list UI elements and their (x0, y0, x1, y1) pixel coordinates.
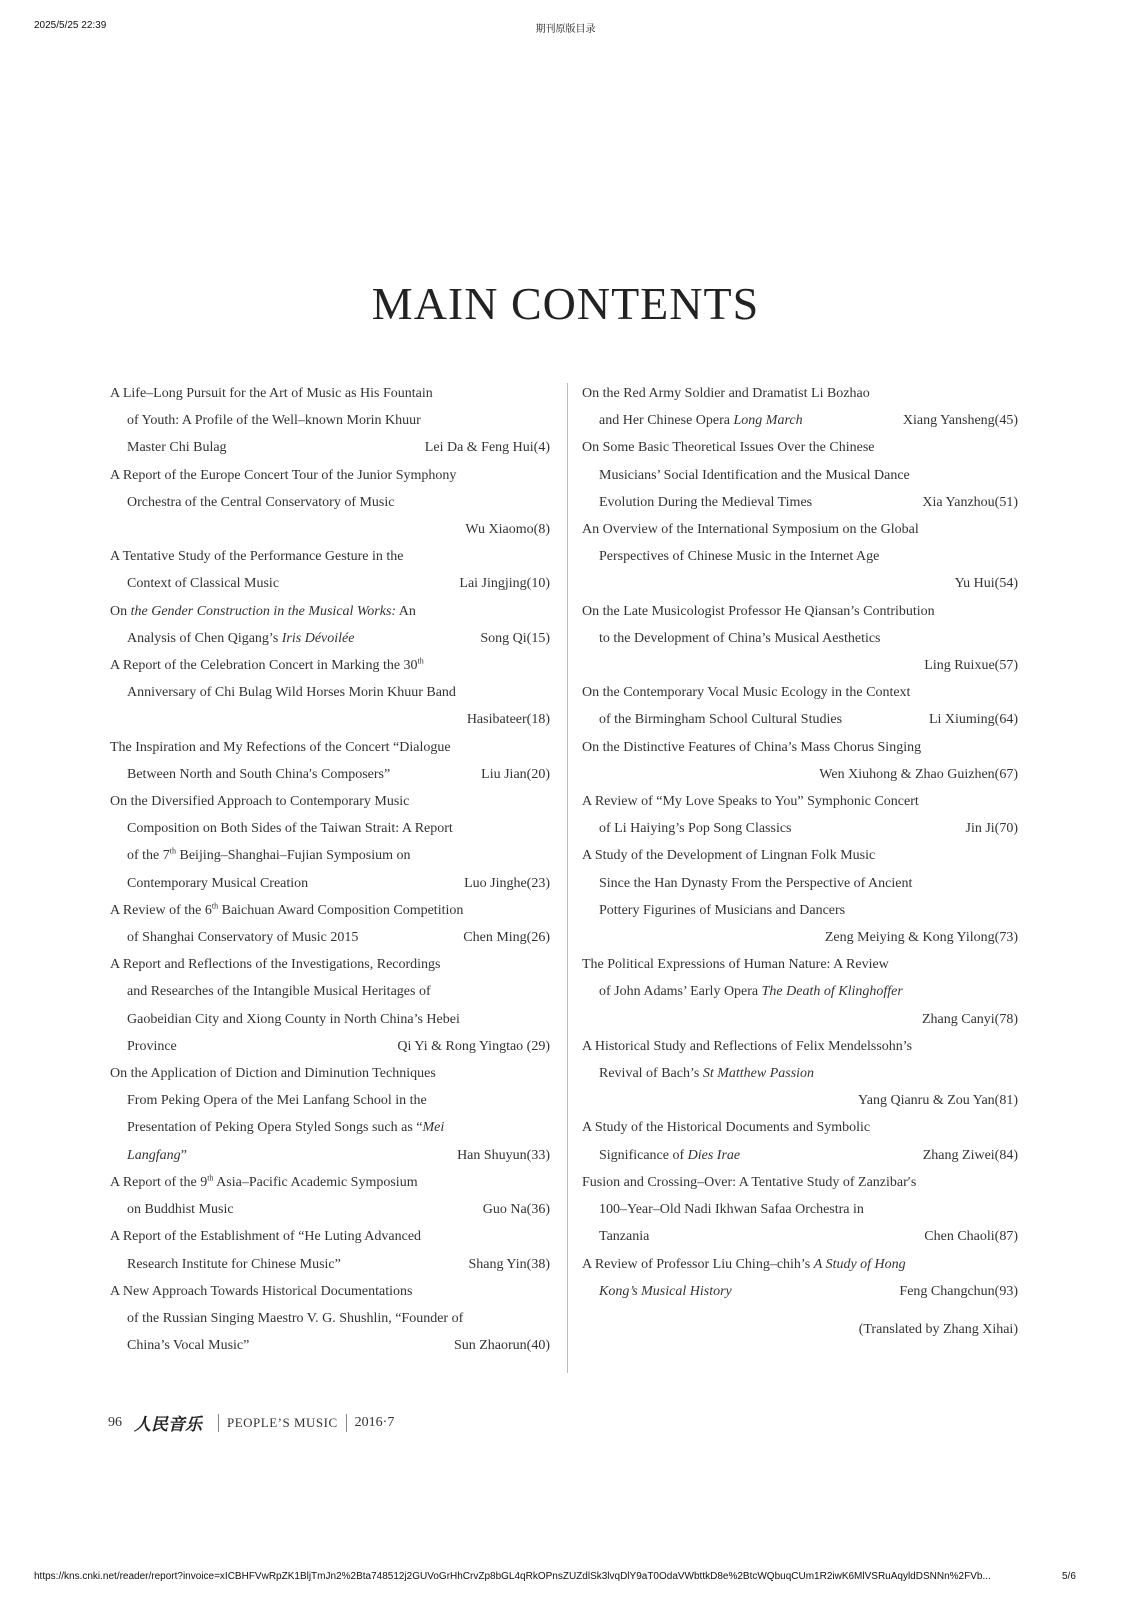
entry-title-line: of Youth: A Profile of the Well–known Morin Khuur (127, 413, 421, 429)
entry-title-line: Langfang” (127, 1147, 187, 1163)
entry-title-line: 100–Year–Old Nadi Ikhwan Safaa Orchestra in (599, 1202, 864, 1218)
entry-author: Yu Hui(54) (954, 576, 1018, 592)
toc-entry[interactable] (582, 1114, 1018, 1168)
journal-issue: 2016·7 (354, 1414, 395, 1430)
entry-title-line: On Some Basic Theoretical Issues Over the Chinese (582, 440, 875, 456)
entry-title-line: Musicians’ Social Identification and the Musical Dance (599, 467, 910, 483)
entry-author: Wen Xiuhong & Zhao Guizhen(67) (819, 766, 1018, 782)
entry-title-line: and Her Chinese Opera Long March (599, 413, 803, 429)
toc-entry[interactable] (110, 380, 550, 462)
entry-title-line: Master Chi Bulag (127, 440, 227, 456)
entry-title-line: On the Diversified Approach to Contemporary Music (110, 794, 410, 810)
print-page-count: 5/6 (1062, 1571, 1076, 1582)
toc-entry[interactable] (110, 543, 550, 597)
entry-author: Guo Na(36) (482, 1202, 550, 1218)
entry-title-line: on Buddhist Music (127, 1202, 234, 1218)
entry-author: Shang Yin(38) (468, 1256, 550, 1272)
entry-title-line: Research Institute for Chinese Music” (127, 1256, 341, 1272)
entry-title-line: A Report of the Celebration Concert in Marking the 30th (110, 656, 424, 674)
entry-title-line: An Overview of the International Symposium on the Global (582, 522, 919, 538)
contents-right-column (582, 380, 1018, 1305)
entry-title-line: and Researches of the Intangible Musical Heritages of (127, 984, 431, 1000)
contents-left-column (110, 380, 550, 1359)
footer-separator (346, 1414, 347, 1432)
entry-title-line: Tanzania (599, 1229, 650, 1245)
toc-entry[interactable] (582, 598, 1018, 680)
entry-title-line: A Report of the Europe Concert Tour of the Junior Symphony (110, 467, 457, 483)
entry-title-line: of the Birmingham School Cultural Studies (599, 712, 843, 728)
toc-entry[interactable] (582, 1251, 1018, 1305)
entry-author: Sun Zhaorun(40) (453, 1338, 550, 1354)
toc-entry[interactable] (110, 1278, 550, 1360)
toc-entry[interactable] (110, 1169, 550, 1223)
entry-title-line: A Review of the 6th Baichuan Award Composition Competition (110, 901, 464, 918)
entry-title-line: of Li Haiying’s Pop Song Classics (599, 821, 792, 837)
entry-title-line: Composition on Both Sides of the Taiwan Strait: A Report (127, 821, 453, 837)
toc-entry[interactable] (110, 788, 550, 897)
toc-entry[interactable] (582, 380, 1018, 434)
entry-title-line: Since the Han Dynasty From the Perspective of Ancient (599, 875, 913, 891)
entry-author: Jin Ji(70) (965, 821, 1018, 837)
entry-title-line: Revival of Bach’s St Matthew Passion (599, 1066, 815, 1082)
toc-entry[interactable] (582, 434, 1018, 516)
page-title: MAIN CONTENTS (371, 277, 760, 329)
entry-author: Qi Yi & Rong Yingtao (29) (397, 1038, 550, 1054)
entry-title-line: Province (127, 1038, 177, 1054)
entry-title-line: Analysis of Chen Qigang’s Iris Dévoilée (127, 630, 355, 646)
entry-title-line: On the Late Musicologist Professor He Qiansan’s Contribution (582, 603, 935, 619)
entry-author: Wu Xiaomo(8) (465, 522, 550, 538)
journal-logo: 人民音乐 (134, 1415, 202, 1435)
toc-entry[interactable] (582, 788, 1018, 842)
entry-title-line: Evolution During the Medieval Times (599, 494, 813, 510)
entry-author: Liu Jian(20) (481, 766, 550, 782)
entry-title-line: On the Red Army Soldier and Dramatist Li Bozhao (582, 386, 870, 401)
toc-entry[interactable] (110, 598, 550, 652)
journal-name: PEOPLE’S MUSIC (227, 1414, 338, 1430)
entry-title-line: of the 7th Beijing–Shanghai–Fujian Symposium on (127, 846, 411, 864)
toc-entry[interactable] (110, 897, 550, 951)
footer-separator (218, 1414, 219, 1432)
toc-entry[interactable] (110, 951, 550, 1060)
entry-title-line: Presentation of Peking Opera Styled Songs such as “Mei (127, 1120, 445, 1136)
entry-author: Song Qi(15) (480, 630, 550, 646)
toc-entry[interactable] (582, 842, 1018, 951)
entry-author: Zeng Meiying & Kong Yilong(73) (824, 930, 1018, 946)
entry-author: Xia Yanzhou(51) (922, 494, 1018, 510)
entry-title-line: Anniversary of Chi Bulag Wild Horses Morin Khuur Band (127, 685, 456, 701)
entry-author: Chen Ming(26) (463, 930, 550, 946)
entry-title-line: A Study of the Development of Lingnan Folk Music (582, 848, 876, 864)
entry-title-line: On the Distinctive Features of China’s Mass Chorus Singing (582, 739, 922, 755)
entry-title-line: On the Contemporary Vocal Music Ecology in the Context (582, 685, 911, 701)
entry-author: Feng Changchun(93) (899, 1283, 1018, 1299)
toc-entry[interactable] (582, 516, 1018, 598)
translator-credit: (Translated by Zhang Xihai) (858, 1322, 1018, 1337)
entry-title-line: A Review of “My Love Speaks to You” Symphonic Concert (582, 794, 919, 810)
entry-title-line: Significance of Dies Irae (599, 1147, 741, 1163)
entry-title-line: On the Application of Diction and Diminution Techniques (110, 1066, 436, 1082)
entry-title-line: Pottery Figurines of Musicians and Dancers (599, 902, 846, 918)
entry-title-line: A Life–Long Pursuit for the Art of Music as His Fountain (110, 386, 433, 401)
entry-title-line: From Peking Opera of the Mei Lanfang School in the (127, 1093, 427, 1109)
toc-entry[interactable] (110, 462, 550, 544)
entry-title-line: Fusion and Crossing–Over: A Tentative Study of Zanzibar′s (582, 1174, 917, 1190)
entry-title-line: The Political Expressions of Human Nature: A Review (582, 957, 889, 973)
entry-author: Ling Ruixue(57) (924, 658, 1018, 674)
entry-title-line: Perspectives of Chinese Music in the Internet Age (599, 549, 880, 565)
entry-author: Xiang Yansheng(45) (902, 413, 1018, 429)
entry-title-line: Orchestra of the Central Conservatory of Music (127, 494, 395, 510)
entry-title-line: to the Development of China’s Musical Aesthetics (599, 630, 881, 646)
entry-title-line: of the Russian Singing Maestro V. G. Shushlin, “Founder of (127, 1310, 464, 1326)
journal-footer (108, 1410, 394, 1435)
entry-author: Zhang Canyi(78) (921, 1011, 1018, 1027)
entry-title-line: A New Approach Towards Historical Documentations (110, 1283, 413, 1299)
entry-title-line: China’s Vocal Music” (127, 1338, 250, 1354)
entry-author: Yang Qianru & Zou Yan(81) (858, 1093, 1018, 1109)
entry-author: Lai Jingjing(10) (459, 576, 550, 592)
page-number: 96 (108, 1414, 122, 1430)
entry-title-line: Contemporary Musical Creation (127, 875, 309, 891)
entry-title-line: A Tentative Study of the Performance Gesture in the (110, 549, 404, 565)
entry-author: Lei Da & Feng Hui(4) (424, 440, 550, 456)
entry-title-line: A Report and Reflections of the Investigations, Recordings (110, 957, 441, 973)
column-divider (567, 383, 568, 1373)
entry-title-line: of John Adams’ Early Opera The Death of Klinghoffer (599, 984, 903, 1000)
entry-title-line: Between North and South China′s Composers” (127, 766, 391, 782)
entry-author: Chen Chaoli(87) (924, 1229, 1018, 1245)
toc-entry[interactable] (582, 951, 1018, 1033)
entry-author: Li Xiuming(64) (928, 712, 1018, 728)
toc-entry[interactable] (582, 1169, 1018, 1251)
toc-entry[interactable] (110, 652, 550, 734)
print-url[interactable]: https://kns.cnki.net/reader/report?invoice=xICBHFVwRpZK1BljTmJn2%2Bta748512j2GUVoGrHhCrvZp8bGL4qRkOPnsZUZdlSk3lvqDlY9aT0OdaVWbttkD8e%2BtcWQbuqCUm1R2iwK6MlVSRuAqyldDSNNn%2FVb... (34, 1571, 991, 1582)
entry-title-line: Gaobeidian City and Xiong County in North China’s Hebei (127, 1011, 460, 1027)
entry-title-line: A Report of the 9th Asia–Pacific Academic Symposium (110, 1173, 418, 1190)
toc-entry[interactable] (582, 679, 1018, 733)
entry-title-line: A Review of Professor Liu Ching–chih’s A Study of Hong (582, 1256, 906, 1272)
entry-author: Zhang Ziwei(84) (922, 1147, 1018, 1163)
entry-title-line: The Inspiration and My Refections of the Concert “Dialogue (110, 739, 451, 755)
entry-title-line: of Shanghai Conservatory of Music 2015 (127, 930, 359, 946)
entry-author: Han Shuyun(33) (457, 1147, 550, 1163)
entry-title-line: A Study of the Historical Documents and Symbolic (582, 1120, 871, 1136)
entry-author: Hasibateer(18) (466, 712, 550, 728)
entry-title-line: On the Gender Construction in the Musical Works: An (110, 603, 416, 619)
toc-entry[interactable] (110, 1060, 550, 1169)
entry-title-line: Context of Classical Music (127, 576, 280, 592)
print-datetime: 2025/5/25 22:39 (34, 20, 107, 31)
entry-title-line: A Report of the Establishment of “He Luting Advanced (110, 1229, 422, 1245)
entry-author: Luo Jinghe(23) (464, 875, 550, 891)
toc-entry[interactable] (582, 1033, 1018, 1115)
toc-entry[interactable] (110, 1223, 550, 1277)
entry-title-line: Kong’s Musical History (599, 1283, 732, 1299)
toc-entry[interactable] (110, 734, 550, 788)
toc-entry[interactable] (582, 734, 1018, 788)
print-page-title: 期刊原版目录 (535, 24, 596, 35)
entry-title-line: A Historical Study and Reflections of Felix Mendelssohn’s (582, 1038, 913, 1054)
